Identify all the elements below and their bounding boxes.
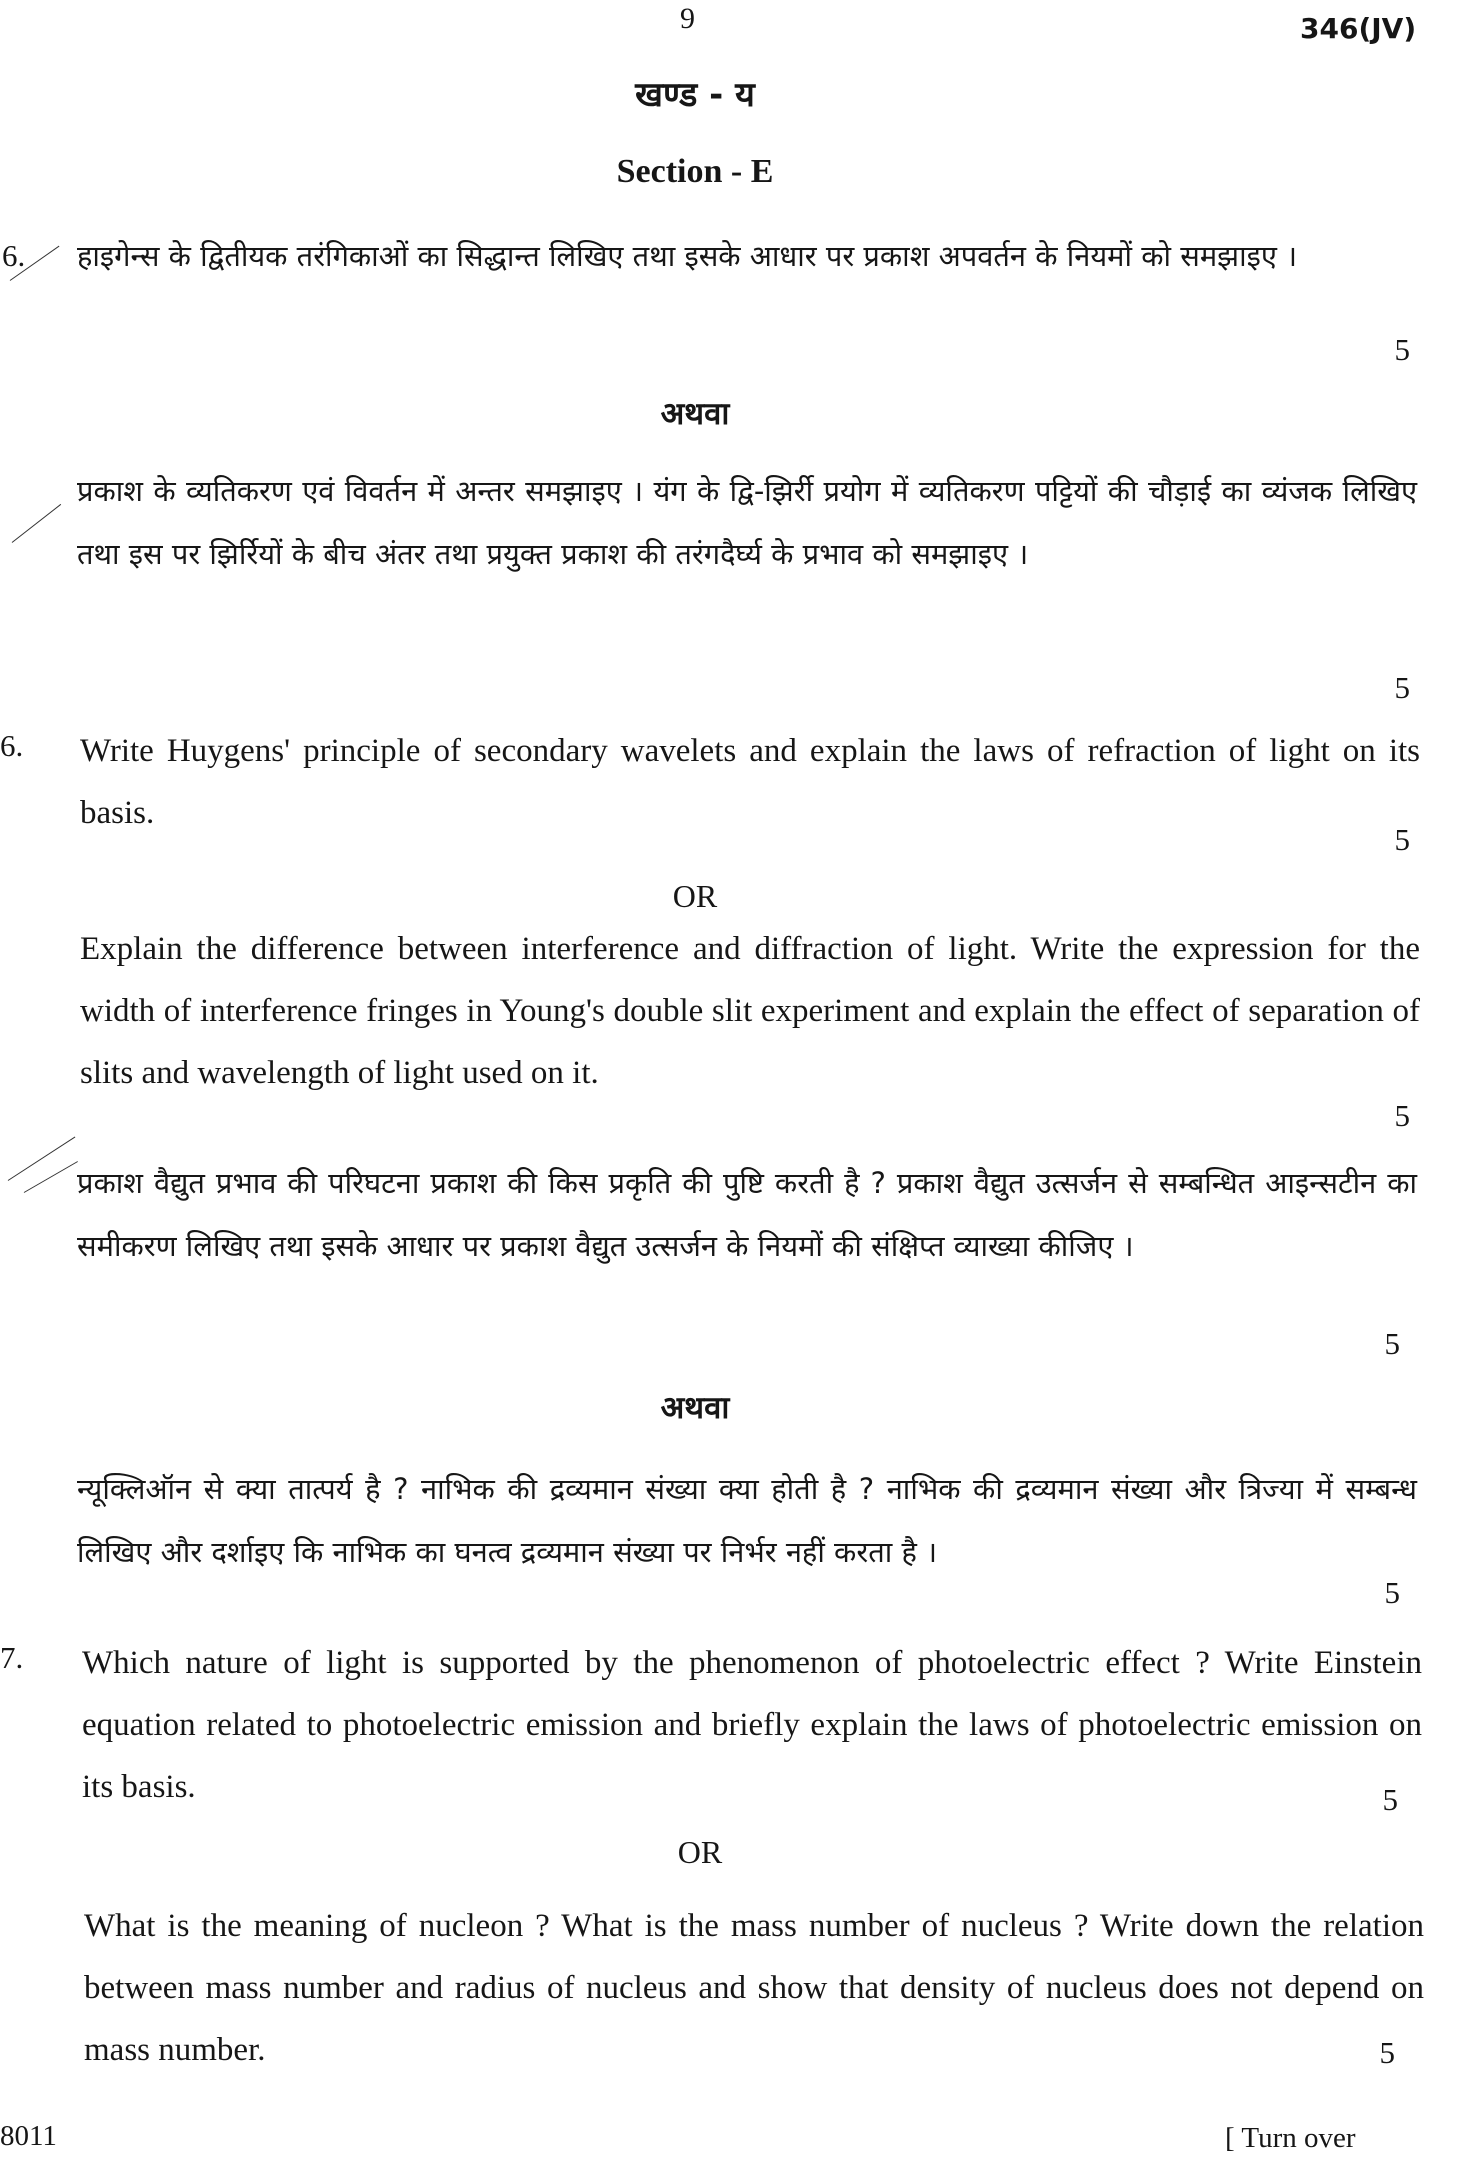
question-number: 6. (0, 728, 24, 763)
question-number: 6. (2, 238, 26, 273)
pen-mark (8, 1137, 76, 1181)
question-hindi-alternative: न्यूक्लिऑन से क्या तात्पर्य है ? नाभिक की द्रव्यमान संख्या क्या होती है ? नाभिक की द्रव्यमान संख्या और त्रिज्या में सम्बन्ध लिखिए और दर्शाइए कि नाभिक का घनत्व द्रव्यमान संख्या पर निर्भर नहीं करता है । (77, 1472, 1417, 1569)
or-separator-hindi: अथवा (660, 1390, 730, 1426)
marks: 5 (1384, 1326, 1400, 1361)
turn-over-note: [ Turn over (1225, 2122, 1356, 2154)
marks: 5 (1394, 332, 1410, 367)
marks: 5 (1394, 670, 1410, 705)
question-english-alternative: Explain the difference between interference and diffraction of light. Write the expression for the width of interference fringes in Young's double slit experiment and explain the effect of separation of slits and wavelength of light used on it. (80, 931, 1420, 1091)
question-english: Write Huygens' principle of secondary wavelets and explain the laws of refraction of light on its basis. (80, 733, 1420, 831)
page-number: 9 (680, 2, 695, 35)
section-title-english: Section - E (616, 153, 774, 190)
footer-code: 8011 (0, 2120, 57, 2152)
or-separator-english: OR (677, 1834, 723, 1870)
question-number: 7. (0, 1640, 24, 1675)
question-english: Which nature of light is supported by the phenomenon of photoelectric effect ? Write Einstein equation related to photoelectric emission and briefly explain the laws of photoelectric emission on its basis. (82, 1645, 1422, 1805)
marks: 5 (1394, 1098, 1410, 1133)
marks: 5 (1382, 1782, 1398, 1817)
or-separator-hindi: अथवा (660, 396, 730, 432)
paper-code: 346(JV) (1300, 12, 1417, 45)
question-english-alternative: What is the meaning of nucleon ? What is the mass number of nucleus ? Write down the relation between mass number and radius of nucleus and show that density of nucleus does not depend on mass number. (84, 1908, 1424, 2068)
marks: 5 (1394, 822, 1410, 857)
or-separator-english: OR (672, 878, 718, 914)
question-hindi-alternative: प्रकाश के व्यतिकरण एवं विवर्तन में अन्तर समझाइए । यंग के द्वि-झिर्री प्रयोग में व्यतिकरण पट्टियों की चौड़ाई का व्यंजक लिखिए तथा इस पर झिर्रियों के बीच अंतर तथा प्रयुक्त प्रकाश की तरंगदैर्घ्य के प्रभाव को समझाइए । (77, 474, 1417, 571)
marks: 5 (1384, 1575, 1400, 1610)
question-hindi: प्रकाश वैद्युत प्रभाव की परिघटना प्रकाश की किस प्रकृति की पुष्टि करती है ? प्रकाश वैद्युत उत्सर्जन से सम्बन्धित आइन्सटीन का समीकरण लिखिए तथा इसके आधार पर प्रकाश वैद्युत उत्सर्जन के नियमों की संक्षिप्त व्याख्या कीजिए । (77, 1166, 1417, 1263)
pen-mark (24, 1161, 78, 1193)
pen-mark (12, 504, 61, 543)
section-title-hindi: खण्ड - य (635, 75, 755, 115)
question-hindi: हाइगेन्स के द्वितीयक तरंगिकाओं का सिद्धान्त लिखिए तथा इसके आधार पर प्रकाश अपवर्तन के नियमों को समझाइए । (77, 239, 1298, 273)
marks: 5 (1379, 2035, 1395, 2070)
